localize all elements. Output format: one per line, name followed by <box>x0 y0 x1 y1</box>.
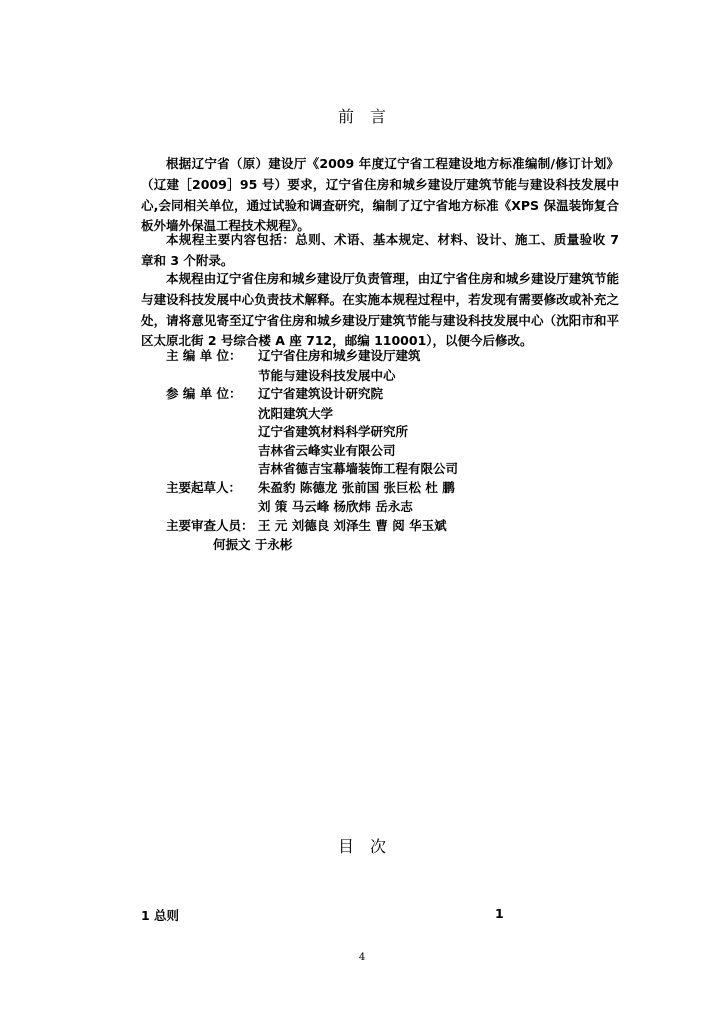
drafters-names: 朱盈豹 陈德龙 张前国 张巨松 杜 鹏 <box>258 480 455 495</box>
participant-unit: 沈阳建筑大学 <box>258 406 334 421</box>
chief-editor-label: 主 编 单 位： <box>166 348 242 363</box>
participant-unit: 辽宁省建筑设计研究院 <box>258 386 384 401</box>
toc-entry-page: 1 <box>495 906 504 921</box>
participant-unit: 辽宁省建筑材料科学研究所 <box>258 424 409 439</box>
reviewers-names: 何振文 于永彬 <box>213 537 293 552</box>
reviewers-names: 王 元 刘德良 刘泽生 曹 阅 华玉斌 <box>258 518 447 533</box>
preface-paragraph-2: 本规程主要内容包括：总则、术语、基本规定、材料、设计、施工、质量验收 7 章和 3 个附录。 <box>141 232 619 268</box>
participant-label: 参 编 单 位： <box>166 386 242 401</box>
participant-unit: 吉林省德吉宝幕墙装饰工程有限公司 <box>258 461 459 476</box>
drafters-label: 主要起草人： <box>166 480 242 495</box>
reviewers-label: 主要审查人员： <box>166 518 254 533</box>
page-number: 4 <box>358 952 366 963</box>
toc-title: 目 次 <box>337 837 386 856</box>
preface-paragraph-1: 根据辽宁省（原）建设厅《2009 年度辽宁省工程建设地方标准编制/修订计划》（辽建［2009］95 号）要求，辽宁省住房和城乡建设厅建筑节能与建设科技发展中心,会同相关单位，通过试验和调查研究，编制了辽宁省地方标准《XPS 保温装饰复合板外墙外保温工程技术规程》。 <box>141 156 619 234</box>
toc-entry-text: 1 总则 <box>141 908 180 923</box>
preface-paragraph-3: 本规程由辽宁省住房和城乡建设厅负责管理，由辽宁省住房和城乡建设厅建筑节能与建设科技发展中心负责技术解释。在实施本规程过程中，若发现有需要修改或补充之处，请将意见寄至辽宁省住房和城乡建设厅建筑节能与建设科技发展中心（沈阳市和平区太原北街 2 号综合楼 A 座 712，邮编 110001），以便今后修改。 <box>141 271 619 349</box>
chief-editor-unit: 辽宁省住房和城乡建设厅建筑 <box>258 348 421 363</box>
drafters-names: 刘 策 马云峰 杨欣炜 岳永志 <box>258 499 413 514</box>
chief-editor-unit: 节能与建设科技发展中心 <box>258 368 396 383</box>
participant-unit: 吉林省云峰实业有限公司 <box>258 443 396 458</box>
preface-title: 前 言 <box>337 107 386 126</box>
